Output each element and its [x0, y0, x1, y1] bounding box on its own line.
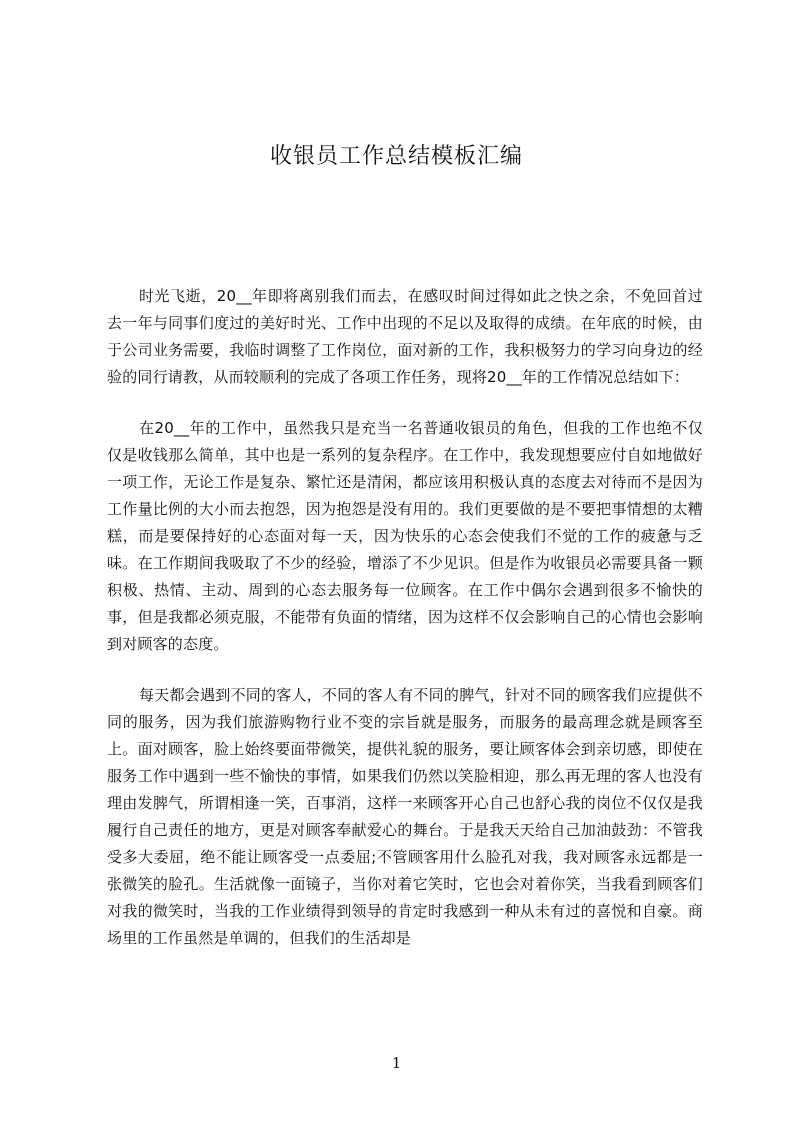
- paragraph-intro: 时光飞逝，20__年即将离别我们而去，在感叹时间过得如此之快之余，不免回首过去一年与同事们度过的美好时光、工作中出现的不足以及取得的成绩。在年底的时候，由于公司业务需要，我临时调整了工作岗位，面对新的工作，我积极努力的学习向身边的经验的同行请教，从而较顺利的完成了各项工作任务，现将20__年的工作情况总结如下：: [107, 287, 703, 386]
- document-title: 收银员工作总结模板汇编: [269, 144, 523, 169]
- document-body: [107, 283, 703, 976]
- paragraph-work-attitude: 在20__年的工作中，虽然我只是充当一名普通收银员的角色，但我的工作也绝不仅仅是收钱那么简单，其中也是一系列的复杂程序。在工作中，我发现想要应付自如地做好一项工作，无论工作是复杂、繁忙还是清闲，都应该用积极认真的态度去对待而不是因为工作量比例的大小而去抱怨，因为抱怨是没有用的。我们更要做的是不要把事情想的太糟糕，而是要保持好的心态面对每一天，因为快乐的心态会使我们不觉的工作的疲惫与乏味。在工作期间我吸取了不少的经验，增添了不少见识。但是作为收银员必需要具备一颗积极、热情、主动、周到的心态去服务每一位顾客。在工作中偶尔会遇到很多不愉快的事，但是我都必须克服，不能带有负面的情绪，因为这样不仅会影响自己的心情也会影响到对顾客的态度。: [107, 419, 703, 653]
- paragraph-customer-service: 每天都会遇到不同的客人，不同的客人有不同的脾气，针对不同的顾客我们应提供不同的服务，因为我们旅游购物行业不变的宗旨就是服务，而服务的最高理念就是顾客至上。面对顾客，脸上始终要面带微笑，提供礼貌的服务，要让顾客体会到亲切感，即使在服务工作中遇到一些不愉快的事情，如果我们仍然以笑脸相迎，那么再无理的客人也没有理由发脾气，所谓相逢一笑，百事消，这样一来顾客开心自己也舒心我的岗位不仅仅是我履行自己责任的地方，更是对顾客奉献爱心的舞台。于是我天天给自己加油鼓劲：不管我受多大委屈，绝不能让顾客受一点委屈;不管顾客用什么脸孔对我，我对顾客永远都是一张微笑的脸孔。生活就像一面镜子，当你对着它笑时，它也会对着你笑，当我看到顾客们对我的微笑时，当我的工作业绩得到领导的肯定时我感到一种从未有过的喜悦和自豪。商场里的工作虽然是单调的，但我们的生活却是: [107, 686, 703, 947]
- page-number: 1: [391, 1054, 402, 1072]
